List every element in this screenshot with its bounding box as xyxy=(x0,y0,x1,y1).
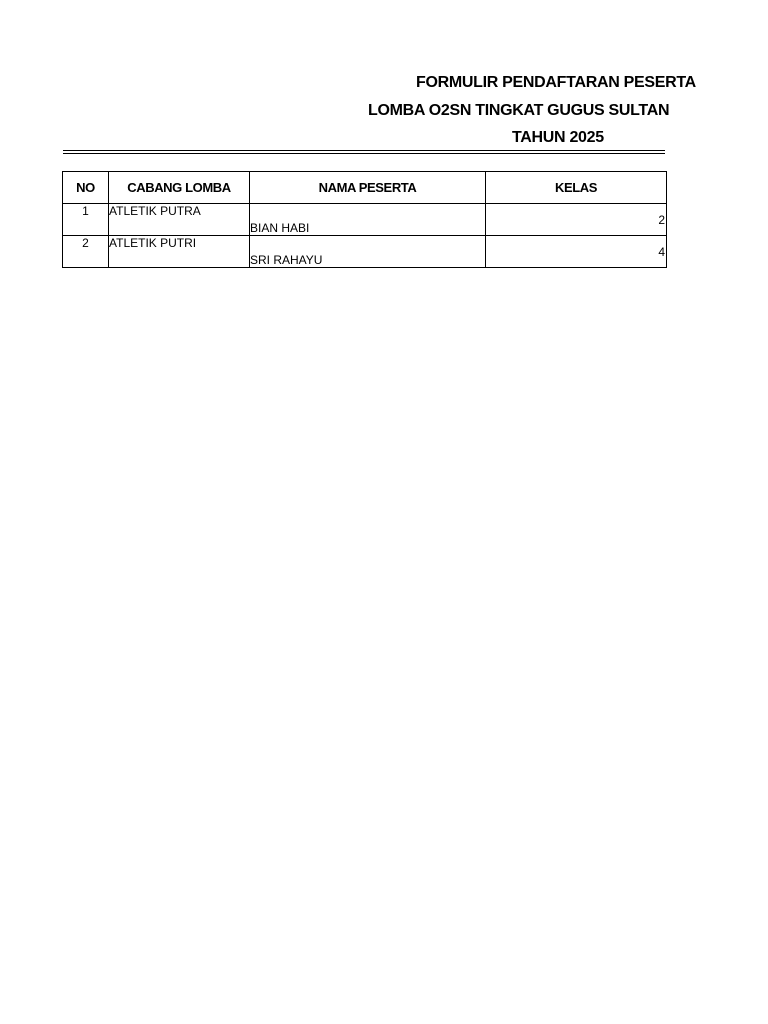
table-row xyxy=(63,204,667,236)
cell-no[interactable]: 1 xyxy=(63,204,109,236)
competition-title: LOMBA O2SN TINGKAT GUGUS SULTAN xyxy=(368,102,670,119)
form-title: FORMULIR PENDAFTARAN PESERTA xyxy=(416,74,696,91)
cell-kelas[interactable] xyxy=(486,236,667,268)
column-header-nama-peserta: NAMA PESERTA xyxy=(250,172,486,204)
cell-nama-peserta[interactable]: SRI RAHAYU xyxy=(250,236,486,268)
column-header-kelas: KELAS xyxy=(486,172,667,204)
cell-kelas-value: 2 xyxy=(658,212,665,227)
cell-nama-peserta[interactable]: BIAN HABI xyxy=(250,204,486,236)
form-title-block xyxy=(63,70,696,152)
year-title: TAHUN 2025 xyxy=(512,129,604,146)
registration-table xyxy=(62,171,667,268)
cell-kelas-value: 4 xyxy=(658,244,665,259)
header-divider xyxy=(63,150,665,154)
cell-cabang-lomba[interactable]: ATLETIK PUTRI xyxy=(109,236,250,268)
table-row xyxy=(63,236,667,268)
cell-kelas[interactable] xyxy=(486,204,667,236)
column-header-no: NO xyxy=(63,172,109,204)
cell-no[interactable]: 2 xyxy=(63,236,109,268)
column-header-cabang-lomba: CABANG LOMBA xyxy=(109,172,250,204)
table-header-row xyxy=(63,172,667,204)
cell-cabang-lomba[interactable]: ATLETIK PUTRA xyxy=(109,204,250,236)
